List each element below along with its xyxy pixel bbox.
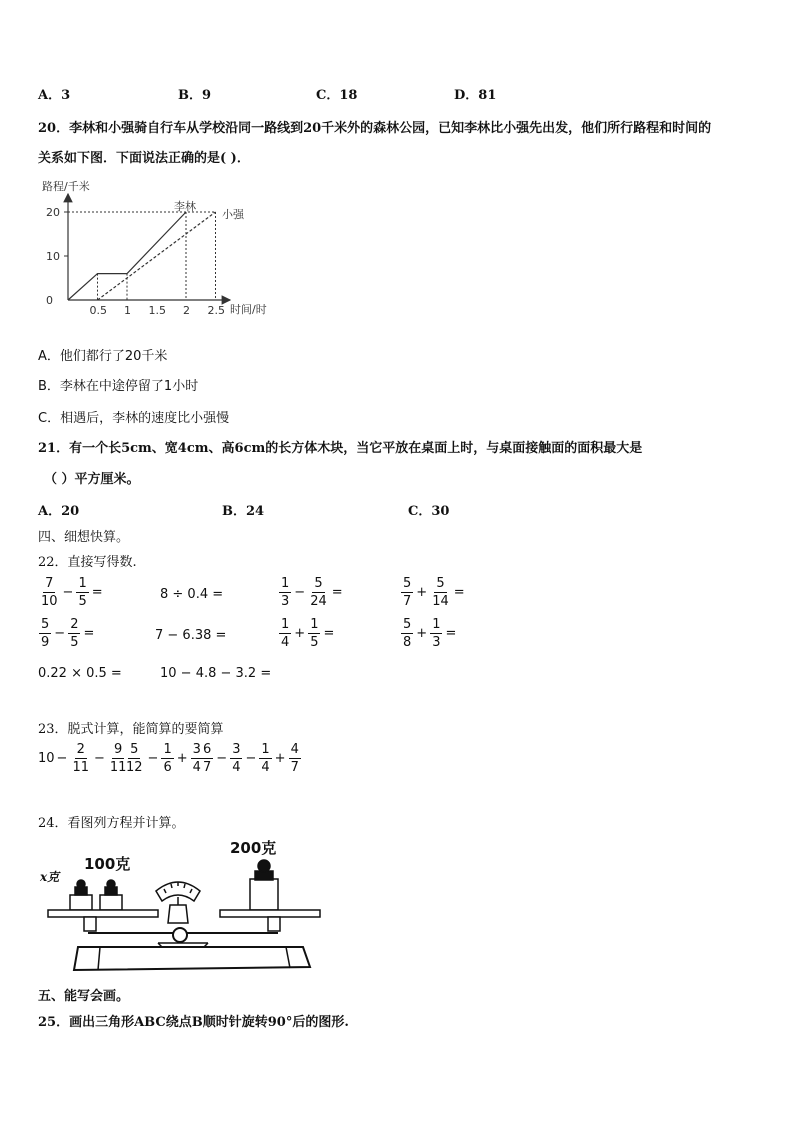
right-pan — [220, 910, 320, 917]
q22-r1-a: $\frac{7}{10}$ − $\frac{1}{5}$ = — [41, 576, 103, 609]
series-line-1 — [98, 212, 216, 300]
q21-option-b[interactable]: B．24 — [222, 504, 265, 519]
q21-option-c[interactable]: C．30 — [408, 504, 450, 519]
series-label-li: 李林 — [174, 200, 196, 213]
x-tick-label-2: 1.5 — [148, 304, 166, 317]
q20-option-b[interactable]: B．李林在中途停留了1小时 — [38, 379, 199, 394]
y-tick-label-0: 0 — [46, 294, 53, 307]
q22-r1-c: $\frac{1}{3}$ − $\frac{5}{24}$ = — [281, 576, 343, 609]
left-pan — [48, 910, 158, 917]
balance-scale-figure — [38, 835, 328, 980]
q23-expr-1: 10 − $\frac{2}{11}$ − $\frac{9}{11}$ — [38, 742, 127, 775]
q22-r2-b: 7 − 6.38 = — [155, 628, 227, 643]
q23-title: 23．脱式计算，能简算的要简算 — [38, 722, 224, 737]
left-foot — [84, 917, 96, 931]
q20-stem-line1: 20．李林和小强骑自行车从学校沿同一路线到20千米外的森林公园，已知李林比小强先出发，他们所行路程和时间的 — [38, 121, 712, 136]
q23-expr-2: $\frac{5}{12}$ − $\frac{1}{6}$ + $\frac{3}{4}$ — [126, 742, 201, 775]
weight-200 — [250, 860, 278, 910]
section-4-heading: 四、细想快算。 — [38, 530, 130, 545]
y-tick-label-2: 20 — [46, 206, 60, 219]
distance-time-chart — [30, 172, 290, 322]
q21-stem-line2: （ ）平方厘米。 — [44, 472, 140, 487]
series-label-xiao: 小强 — [222, 208, 244, 221]
q22-title: 22．直接写得数. — [38, 555, 137, 570]
q23-expr-3: $\frac{6}{7}$ − $\frac{3}{4}$ − $\frac{1}{4}$ + $\frac{4}{7}$ — [203, 742, 299, 775]
weight-x — [70, 880, 92, 910]
q19-option-c[interactable]: C．18 — [316, 88, 358, 103]
label-100-gram: 100克 — [84, 855, 131, 873]
x-tick-label-1: 1 — [124, 304, 131, 317]
q19-option-b[interactable]: B．9 — [178, 88, 212, 103]
q22-r2-d: $\frac{5}{8}$ + $\frac{1}{3}$ = — [403, 617, 457, 650]
weight-100 — [100, 880, 122, 910]
q22-r3-b: 10 − 4.8 − 3.2 = — [160, 666, 272, 681]
q20-stem-line2: 关系如下图．下面说法正确的是( )． — [38, 151, 250, 166]
x-tick-label-0: 0.5 — [89, 304, 107, 317]
pivot — [173, 928, 187, 942]
x-tick-label-3: 2 — [183, 304, 190, 317]
q21-option-a[interactable]: A．20 — [38, 504, 80, 519]
q22-r3-a: 0.22 × 0.5 = — [38, 666, 122, 681]
label-x-gram: x克 — [40, 870, 60, 884]
q20-option-c[interactable]: C．相遇后，李林的速度比小强慢 — [38, 411, 230, 426]
y-tick-label-1: 10 — [46, 250, 60, 263]
q21-stem-line1: 21．有一个长5cm、宽4cm、高6cm的长方体木块，当它平放在桌面上时，与桌面接触面的面积最大是 — [38, 441, 643, 456]
q24-title: 24．看图列方程并计算。 — [38, 816, 185, 831]
label-200-gram: 200克 — [230, 839, 277, 857]
y-axis-label: 路程/千米 — [42, 180, 90, 193]
x-tick-label-4: 2.5 — [207, 304, 225, 317]
scale-dial — [156, 882, 200, 923]
scale-base — [74, 947, 310, 970]
q25-stem: 25．画出三角形ABC绕点B顺时针旋转90°后的图形. — [38, 1015, 349, 1030]
q19-option-a[interactable]: A．3 — [38, 88, 71, 103]
q19-option-d[interactable]: D．81 — [454, 88, 497, 103]
q22-r1-b: 8 ÷ 0.4 = — [160, 587, 224, 602]
x-axis-label: 时间/时 — [230, 303, 267, 316]
right-foot — [268, 917, 280, 931]
q22-r2-c: $\frac{1}{4}$ + $\frac{1}{5}$ = — [281, 617, 335, 650]
section-5-heading: 五、能写会画。 — [38, 989, 130, 1004]
q20-option-a[interactable]: A．他们都行了20千米 — [38, 349, 168, 364]
q22-r2-a: $\frac{5}{9}$ − $\frac{2}{5}$ = — [41, 617, 95, 650]
q22-r1-d: $\frac{5}{7}$ + $\frac{5}{14}$ = — [403, 576, 465, 609]
